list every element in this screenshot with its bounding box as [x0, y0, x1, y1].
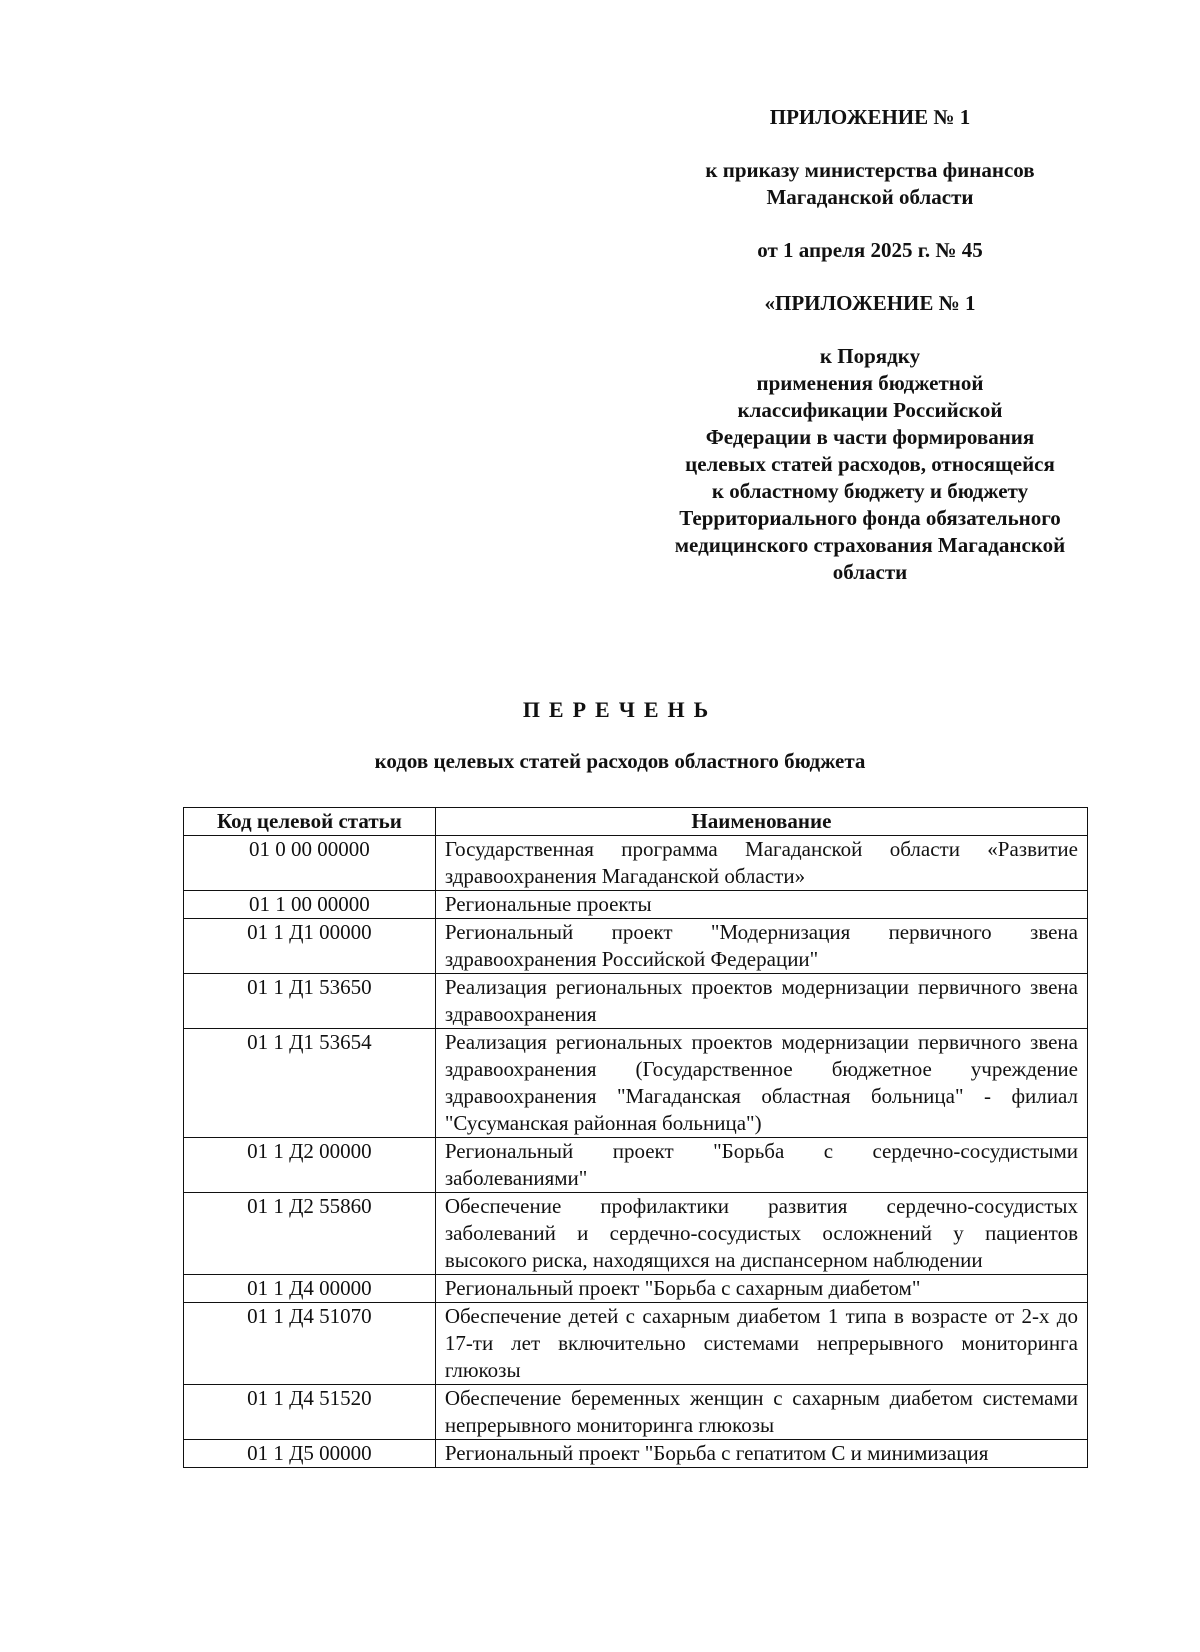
code-cell: 01 0 00 00000 [184, 836, 436, 891]
procedure-line: к областному бюджету и бюджету [711, 479, 1029, 503]
document-subtitle: кодов целевых статей расходов областного бюджета [374, 749, 866, 773]
procedure-reference [600, 343, 1140, 586]
name-cell: Региональные проекты [435, 891, 1087, 919]
name-cell: Обеспечение беременных женщин с сахарным диабетом системами непрерывного мониторинга глюкозы [435, 1385, 1087, 1440]
code-cell: 01 1 Д5 00000 [184, 1440, 436, 1468]
codes-table [183, 807, 1088, 1468]
procedure-line: к Порядку [819, 344, 921, 368]
name-cell: Региональный проект "Борьба с гепатитом С и минимизация [435, 1440, 1087, 1468]
table-row [184, 1303, 1088, 1385]
table-row [184, 1440, 1088, 1468]
table-row [184, 1193, 1088, 1275]
table-row [184, 1385, 1088, 1440]
order-line-2: Магаданской области [766, 185, 974, 209]
code-cell: 01 1 00 00000 [184, 891, 436, 919]
procedure-line: классификации Российской [737, 398, 1003, 422]
table-row [184, 1029, 1088, 1138]
procedure-line: Федерации в части формирования [705, 425, 1035, 449]
procedure-line: медицинского страхования Магаданской [674, 533, 1066, 557]
name-cell: Реализация региональных проектов модернизации первичного звена здравоохранения [435, 974, 1087, 1029]
approval-block [600, 104, 1140, 586]
table-header-row [184, 808, 1088, 836]
name-cell: Государственная программа Магаданской области «Развитие здравоохранения Магаданской области» [435, 836, 1087, 891]
code-cell: 01 1 Д1 53654 [184, 1029, 436, 1138]
table-row [184, 891, 1088, 919]
procedure-line: применения бюджетной [756, 371, 984, 395]
order-reference [600, 157, 1140, 211]
code-cell: 01 1 Д4 51520 [184, 1385, 436, 1440]
table-row [184, 1138, 1088, 1193]
document-heading [0, 697, 1200, 774]
code-cell: 01 1 Д1 00000 [184, 919, 436, 974]
code-cell: 01 1 Д2 55860 [184, 1193, 436, 1275]
procedure-line: области [832, 560, 908, 584]
table-row [184, 974, 1088, 1029]
inner-appendix-title: «ПРИЛОЖЕНИЕ № 1 [764, 291, 976, 315]
header-name: Наименование [435, 808, 1087, 836]
code-cell: 01 1 Д2 00000 [184, 1138, 436, 1193]
name-cell: Региональный проект "Борьба с сердечно-сосудистыми заболеваниями" [435, 1138, 1087, 1193]
name-cell: Региональный проект "Модернизация первичного звена здравоохранения Российской Федерации" [435, 919, 1087, 974]
procedure-line: целевых статей расходов, относящейся [685, 452, 1055, 476]
code-cell: 01 1 Д4 00000 [184, 1275, 436, 1303]
order-line-1: к приказу министерства финансов [705, 158, 1035, 182]
appendix-title: ПРИЛОЖЕНИЕ № 1 [769, 105, 971, 129]
table-row [184, 836, 1088, 891]
table-row [184, 919, 1088, 974]
name-cell: Региональный проект "Борьба с сахарным диабетом" [435, 1275, 1087, 1303]
name-cell: Обеспечение детей с сахарным диабетом 1 типа в возрасте от 2-х до 17-ти лет включительно системами непрерывного мониторинга глюкозы [435, 1303, 1087, 1385]
code-cell: 01 1 Д1 53650 [184, 974, 436, 1029]
document-title: ПЕРЕЧЕНЬ [522, 697, 718, 722]
code-cell: 01 1 Д4 51070 [184, 1303, 436, 1385]
table-row [184, 1275, 1088, 1303]
name-cell: Реализация региональных проектов модернизации первичного звена здравоохранения (Государственное бюджетное учреждение здравоохранения "Магаданская областная больница" - филиал "Сусуманская районная больница") [435, 1029, 1087, 1138]
name-cell: Обеспечение профилактики развития сердечно-сосудистых заболеваний и сердечно-сосудистых осложнений у пациентов высокого риска, находящихся на диспансерном наблюдении [435, 1193, 1087, 1275]
order-date: от 1 апреля 2025 г. № 45 [757, 238, 983, 262]
procedure-line: Территориального фонда обязательного [679, 506, 1061, 530]
header-code: Код целевой статьи [184, 808, 436, 836]
